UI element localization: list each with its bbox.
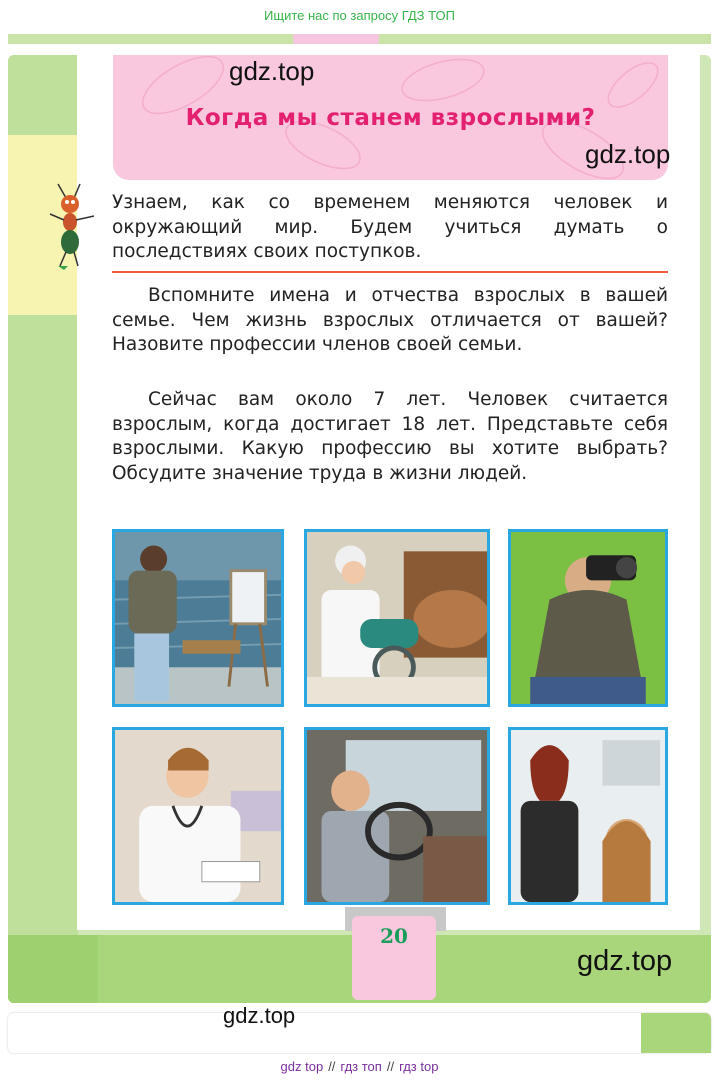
paragraph-profession: Сейчас вам около 7 лет. Человек считается взрослым, когда достигает 18 лет. Представьте себя взрослыми. Какую профессию вы хотите выбрать? Обсудите значение труда в жизни людей. [112,389,668,484]
photo-milkmaid [304,529,490,707]
watermark: gdz.top [229,56,315,86]
divider [112,271,668,273]
photo-photographer [508,529,668,707]
watermark: gdz.top [223,1003,296,1028]
next-page-edge [8,1013,711,1053]
photo-driver [304,727,490,905]
top-banner [0,0,719,34]
page-number: 20 [380,924,408,948]
watermark: gdz.top [577,945,673,977]
footer-link[interactable]: гдз топ [340,1059,382,1074]
prev-page-edge [8,34,711,44]
footer-link[interactable]: гдз top [399,1059,439,1074]
photo-hairdresser [508,727,668,905]
photo-painter [112,529,284,707]
watermark: gdz.top [585,139,671,169]
page-number-badge [352,916,436,1000]
search-hint-link[interactable]: Ищите нас по запросу ГДЗ ТОП [264,8,455,23]
lesson-title: Когда мы станем взрослыми? [185,105,596,131]
photo-doctor [112,727,284,905]
paragraph-family: Вспомните имена и отчества взрослых в вашей семье. Чем жизнь взрослых отличается от вашей? Назовите профессии членов своей семьи. [112,285,668,355]
footer-links: gdz top // гдз топ // гдз top [0,1054,719,1084]
ant-mascot-icon [44,180,100,272]
lesson-intro: Узнаем, как со временем меняются человек и окружающий мир. Будем учиться думать о последствиях своих поступков. [112,192,668,262]
footer-link[interactable]: gdz top [280,1059,324,1074]
